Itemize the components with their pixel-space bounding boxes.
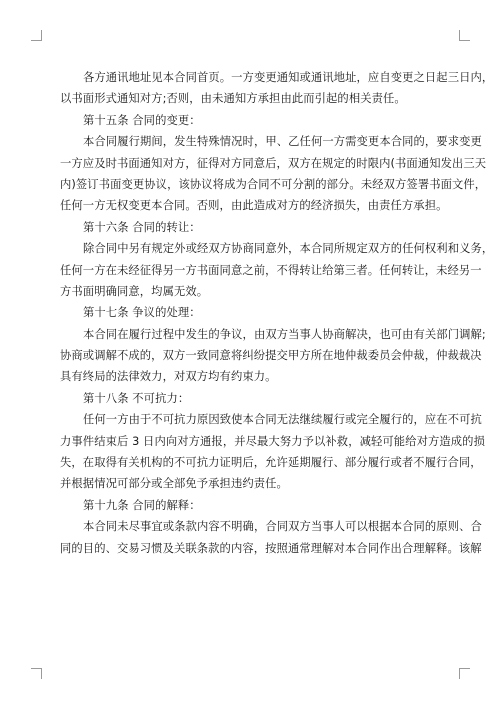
paragraph-line: 同的目的、交易习惯及关联条款的内容，按照通常理解对本合同作出合理解释。该解 [60,541,482,555]
clause-heading: 第十八条 不可抗力： [83,391,190,405]
paragraph-line: 方书面明确同意，均属无效。 [60,284,209,298]
paragraph-line: 除合同中另有规定外或经双方协商同意外，本合同所规定双方的任何权利和义务， [83,242,494,256]
clause-heading: 第十六条 合同的转让： [83,220,201,234]
crop-mark-top-right [459,30,470,41]
paragraph-line: 具有终局的法律效力，对双方均有约束力。 [60,370,277,384]
paragraph-line: 并根据情况可部分或全部免予承担违约责任。 [60,477,288,491]
crop-mark-top-left [31,30,42,41]
paragraph-line: 任何一方无权变更本合同。否则，由此造成对方的经济损失，由责任方承担。 [60,199,448,213]
paragraph-line: 本合同未尽事宜或条款内容不明确，合同双方当事人可以根据本合同的原则、合 [83,520,482,534]
clause-heading: 第十七条 争议的处理： [83,306,201,320]
clause-heading: 第十五条 合同的变更： [83,113,201,127]
paragraph-line: 本合同在履行过程中发生的争议，由双方当事人协商解决，也可由有关部门调解; [83,327,486,341]
clause-heading: 第十九条 合同的解释： [83,498,201,512]
paragraph-line: 以书面形式通知对方;否则，由未通知方承担由此而引起的相关责任。 [60,92,406,106]
paragraph-line: 本合同履行期间，发生特殊情况时，甲、乙任何一方需变更本合同的，要求变更 [83,135,482,149]
paragraph-line: 一方应及时书面通知对方，征得对方同意后，双方在规定的时限内(书面通知发出三天 [60,156,487,170]
paragraph-line: 协商或调解不成的，双方一致同意将纠纷提交甲方所在地仲裁委员会仲裁，仲裁裁决 [60,349,482,363]
crop-mark-bottom-left [31,668,42,679]
crop-mark-bottom-right [459,668,470,679]
paragraph-line: 各方通讯地址见本合同首页。一方变更通知或通讯地址，应自变更之日起三日内， [83,71,494,84]
paragraph-line: 失，在取得有关机构的不可抗力证明后，允许延期履行、部分履行或者不履行合同， [60,456,482,470]
contract-body [60,67,494,559]
paragraph-line: 力事件结束后 3 日内向对方通报，并尽最大努力予以补救，减轻可能给对方造成的损 [60,434,485,448]
paragraph-line: 任何一方由于不可抗力原因致使本合同无法继续履行或完全履行的，应在不可抗 [83,413,482,427]
paragraph-line: 内)签订书面变更协议，该协议将成为合同不可分割的部分。未经双方签署书面文件， [60,177,487,191]
paragraph-line: 任何一方在未经征得另一方书面同意之前，不得转让给第三者。任何转让，未经另一 [60,263,482,277]
